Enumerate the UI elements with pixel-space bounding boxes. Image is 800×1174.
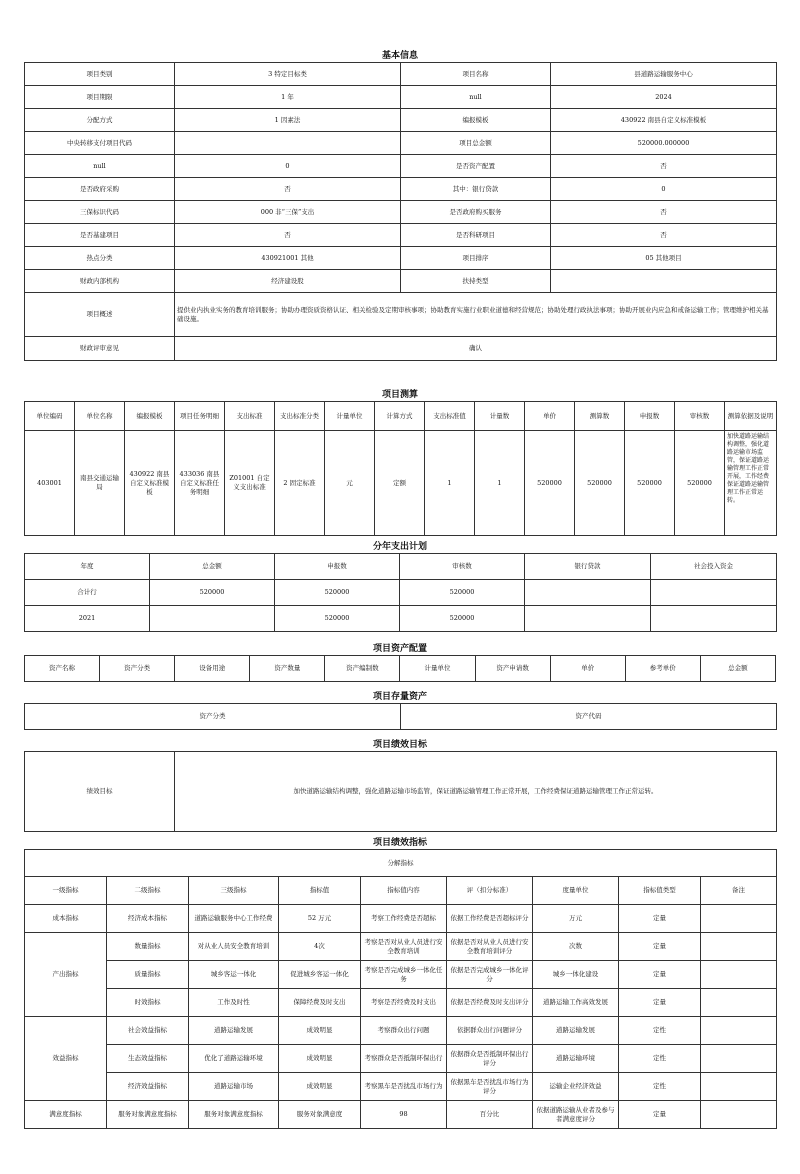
calc-header: 支出标准分类 — [275, 402, 325, 431]
calc-header: 测算依据及说明 — [725, 402, 777, 431]
basic-row — [25, 86, 777, 109]
basic-value: 1 因素法 — [175, 109, 401, 132]
asset-header: 设备用途 — [175, 656, 250, 682]
basic-label: 扶持类型 — [401, 270, 551, 293]
indicator-header: 指标值类型 — [619, 877, 701, 905]
indicator-cell: 道路运输工作高效发展 — [533, 989, 619, 1017]
basic-label: 热点分类 — [25, 247, 175, 270]
basic-value: 0 — [551, 178, 777, 201]
basic-label: 项目类别 — [25, 63, 175, 86]
yearly-header: 总金额 — [150, 554, 275, 580]
indicator-cell: 道路运输服务中心工作经费 — [189, 905, 279, 933]
indicator-header: 二级指标 — [107, 877, 189, 905]
section-title-calc: 项目测算 — [381, 390, 418, 400]
yearly-header: 申报数 — [275, 554, 400, 580]
yearly-header: 银行贷款 — [525, 554, 651, 580]
calc-cell: 433036 南县自定义标准任务明细 — [175, 431, 225, 536]
yearly-cell — [651, 580, 777, 606]
yearly-cell — [150, 606, 275, 632]
basic-label: 中央转移支付项目代码 — [25, 132, 175, 155]
basic-value: 430921001 其他 — [175, 247, 401, 270]
indicator-header: 度量单位 — [533, 877, 619, 905]
basic-value — [175, 132, 401, 155]
asset-header: 资产分类 — [100, 656, 175, 682]
calc-header: 单位编码 — [25, 402, 75, 431]
indicator-level1: 产出指标 — [25, 933, 107, 1017]
yearly-cell — [525, 580, 651, 606]
indicator-cell: 98 — [361, 1101, 447, 1129]
yearly-cell: 520000 — [275, 606, 400, 632]
calc-cell: 南县交通运输局 — [75, 431, 125, 536]
asset-header: 资产名称 — [25, 656, 100, 682]
indicator-cell: 定性 — [619, 1017, 701, 1045]
basic-value: 3 特定目标类 — [175, 63, 401, 86]
basic-value: 经济建设股 — [175, 270, 401, 293]
goal-label: 绩效目标 — [25, 752, 175, 832]
indicator-cell: 服务对象满意度 — [279, 1101, 361, 1129]
indicator-cell: 次数 — [533, 933, 619, 961]
indicator-cell: 依据是否对从业人员进行安全教育培训评分 — [447, 933, 533, 961]
indicator-cell: 依据群众出行问题评分 — [447, 1017, 533, 1045]
indicator-cell — [701, 1045, 777, 1073]
indicator-top-header: 分解指标 — [25, 850, 777, 877]
indicator-header: 备注 — [701, 877, 777, 905]
yearly-cell: 520000 — [275, 580, 400, 606]
indicator-cell — [701, 1101, 777, 1129]
indicator-cell: 服务对象满意度指标 — [107, 1101, 189, 1129]
indicator-cell — [701, 933, 777, 961]
indicator-row — [25, 1045, 777, 1073]
indicator-cell — [701, 905, 777, 933]
basic-row — [25, 224, 777, 247]
basic-label: null — [25, 155, 175, 178]
calc-cell: 520000 — [625, 431, 675, 536]
calc-header: 单位名称 — [75, 402, 125, 431]
indicator-cell: 生态效益指标 — [107, 1045, 189, 1073]
indicator-cell: 社会效益指标 — [107, 1017, 189, 1045]
calc-header: 测算数 — [575, 402, 625, 431]
basic-value: 430922 南县自定义标准模板 — [551, 109, 777, 132]
basic-value: 520000.000000 — [551, 132, 777, 155]
basic-label: 项目期限 — [25, 86, 175, 109]
yearly-header: 年度 — [25, 554, 150, 580]
overview-text: 提供业内执业实务的教育培训服务；协助办理资质资格认证、相关检验及定期审核事项；协助教育实施行业职业道德和经营规范；协助处理行政执法事项；协助开展业内应急和戒备运输工作；管理维护相关基础设施。 — [175, 293, 777, 337]
indicator-cell: 时效指标 — [107, 989, 189, 1017]
indicator-cell: 考察群众是否抵制环保出行 — [361, 1045, 447, 1073]
asset-config-table — [24, 655, 776, 682]
indicator-cell: 4次 — [279, 933, 361, 961]
indicator-cell: 依据黑车是否扰乱市场行为评分 — [447, 1073, 533, 1101]
asset-header: 总金额 — [700, 656, 775, 682]
basic-row — [25, 132, 777, 155]
calc-header: 审核数 — [675, 402, 725, 431]
basic-value: 否 — [551, 155, 777, 178]
calc-cell: 430922 南县自定义标准模板 — [125, 431, 175, 536]
section-title-goal: 项目绩效目标 — [372, 740, 427, 750]
indicator-cell: 定量 — [619, 989, 701, 1017]
indicator-header: 一级指标 — [25, 877, 107, 905]
indicator-cell: 经济效益指标 — [107, 1073, 189, 1101]
basic-label: 是否基建项目 — [25, 224, 175, 247]
basic-value: 1 年 — [175, 86, 401, 109]
indicator-cell — [701, 989, 777, 1017]
indicator-row — [25, 1101, 777, 1129]
indicator-cell: 城乡一体化建设 — [533, 961, 619, 989]
indicator-cell — [701, 1017, 777, 1045]
basic-label: 编报模板 — [401, 109, 551, 132]
indicator-cell: 定量 — [619, 1101, 701, 1129]
calc-cell: 定额 — [375, 431, 425, 536]
indicator-cell: 定性 — [619, 1073, 701, 1101]
indicator-cell: 考察群众出行问题 — [361, 1017, 447, 1045]
indicator-cell: 经济成本指标 — [107, 905, 189, 933]
basic-value: 县道路运输服务中心 — [551, 63, 777, 86]
basic-info-table — [24, 62, 777, 361]
basic-label: null — [401, 86, 551, 109]
indicator-cell: 考察是否经费及时支出 — [361, 989, 447, 1017]
basic-label: 其中：银行贷款 — [401, 178, 551, 201]
calc-cell: 520000 — [575, 431, 625, 536]
section-title-indicators: 项目绩效指标 — [372, 838, 427, 848]
indicator-cell: 成效明显 — [279, 1045, 361, 1073]
basic-value: 000 非“三保”支出 — [175, 201, 401, 224]
table-row — [25, 580, 777, 606]
indicator-cell — [701, 1073, 777, 1101]
indicator-cell: 道路运输市场 — [189, 1073, 279, 1101]
indicator-header: 三级指标 — [189, 877, 279, 905]
section-title-assets: 项目资产配置 — [372, 644, 427, 654]
goal-text: 加快道路运输结构调整，强化道路运输市场监管，保证道路运输管理工作正常开展，工作经费保证道路运输管理工作正常运转。 — [175, 752, 777, 832]
basic-label: 项目总金额 — [401, 132, 551, 155]
indicator-cell: 万元 — [533, 905, 619, 933]
yearly-cell: 520000 — [400, 580, 525, 606]
asset-header: 资产编制数 — [325, 656, 400, 682]
basic-label: 是否政府采购 — [25, 178, 175, 201]
yearly-header: 审核数 — [400, 554, 525, 580]
basic-label: 是否资产配置 — [401, 155, 551, 178]
basic-value: 否 — [551, 201, 777, 224]
calc-header: 编报模板 — [125, 402, 175, 431]
stock-asset-table — [24, 703, 777, 730]
asset-header: 单价 — [550, 656, 625, 682]
indicator-cell: 百分比 — [447, 1101, 533, 1129]
calc-cell: 1 — [425, 431, 475, 536]
asset-header: 参考单价 — [625, 656, 700, 682]
indicator-cell: 定量 — [619, 961, 701, 989]
indicator-cell: 定量 — [619, 905, 701, 933]
opinion-label: 财政评审意见 — [25, 337, 175, 361]
basic-row — [25, 178, 777, 201]
indicator-cell: 运输企业经济效益 — [533, 1073, 619, 1101]
basic-value: 0 — [175, 155, 401, 178]
indicator-cell: 道路运输环境 — [533, 1045, 619, 1073]
basic-value: 2024 — [551, 86, 777, 109]
calc-header: 单价 — [525, 402, 575, 431]
indicator-cell: 道路运输发展 — [533, 1017, 619, 1045]
calc-table — [24, 401, 777, 536]
indicator-row — [25, 961, 777, 989]
indicator-cell: 52 万元 — [279, 905, 361, 933]
calc-cell: 2 固定标准 — [275, 431, 325, 536]
indicator-cell: 促进城乡客运一体化 — [279, 961, 361, 989]
calc-header: 申报数 — [625, 402, 675, 431]
yearly-cell: 520000 — [150, 580, 275, 606]
indicator-row — [25, 1017, 777, 1045]
section-title-basic: 基本信息 — [381, 51, 418, 61]
indicator-header: 指标值内容 — [361, 877, 447, 905]
calc-cell: 元 — [325, 431, 375, 536]
calc-cell: 403001 — [25, 431, 75, 536]
basic-row — [25, 270, 777, 293]
indicator-cell: 定量 — [619, 933, 701, 961]
calc-header: 计算方式 — [375, 402, 425, 431]
indicator-row — [25, 905, 777, 933]
calc-header: 计量单位 — [325, 402, 375, 431]
basic-value: 05 其他项目 — [551, 247, 777, 270]
indicator-row — [25, 1073, 777, 1101]
indicator-cell: 城乡客运一体化 — [189, 961, 279, 989]
asset-header: 资产数量 — [250, 656, 325, 682]
asset-header: 资产申请数 — [475, 656, 550, 682]
basic-value: 否 — [175, 178, 401, 201]
basic-value — [551, 270, 777, 293]
indicator-level1: 满意度指标 — [25, 1101, 107, 1129]
indicator-cell: 考察黑车是否扰乱市场行为 — [361, 1073, 447, 1101]
stock-header: 资产代码 — [401, 704, 777, 730]
section-title-stock: 项目存量资产 — [372, 692, 427, 702]
indicator-cell: 依据是否经费及时支出评分 — [447, 989, 533, 1017]
calc-cell: Z01001 自定义支出标准 — [225, 431, 275, 536]
basic-label: 三保标识代码 — [25, 201, 175, 224]
calc-cell: 520000 — [525, 431, 575, 536]
basic-row — [25, 201, 777, 224]
section-title-yearly: 分年支出计划 — [372, 542, 427, 552]
indicator-header: 评（扣分标准） — [447, 877, 533, 905]
indicator-cell: 优化了道路运输环境 — [189, 1045, 279, 1073]
basic-label: 分配方式 — [25, 109, 175, 132]
opinion-value: 确认 — [175, 337, 777, 361]
basic-row — [25, 109, 777, 132]
indicator-row — [25, 989, 777, 1017]
asset-header: 计量单位 — [400, 656, 475, 682]
indicator-cell: 依据是否完成城乡一体化评分 — [447, 961, 533, 989]
indicator-cell: 考察是否对从业人员进行安全教育培训 — [361, 933, 447, 961]
indicator-cell: 考察工作经费是否超标 — [361, 905, 447, 933]
calc-header: 支出标准值 — [425, 402, 475, 431]
yearly-header: 社会投入资金 — [651, 554, 777, 580]
indicator-level1: 成本指标 — [25, 905, 107, 933]
indicator-cell: 考察是否完成城乡一体化任务 — [361, 961, 447, 989]
indicator-cell: 质量指标 — [107, 961, 189, 989]
indicator-cell: 依据道路运输从业者及参与者满意度评分 — [533, 1101, 619, 1129]
basic-value: 否 — [175, 224, 401, 247]
calc-cell: 加快道路运输结构调整，强化道路运输市场监管，保证道路运输管理工作正常开展，工作经费保证道路运输管理工作正常运转。 — [725, 431, 777, 536]
calc-cell: 520000 — [675, 431, 725, 536]
indicator-cell: 道路运输发展 — [189, 1017, 279, 1045]
indicator-cell: 对从业人员安全教育培训 — [189, 933, 279, 961]
indicator-table — [24, 849, 777, 1129]
basic-value: 否 — [551, 224, 777, 247]
indicator-cell: 成效明显 — [279, 1073, 361, 1101]
indicator-row — [25, 933, 777, 961]
calc-cell: 1 — [475, 431, 525, 536]
goal-table — [24, 751, 777, 832]
indicator-cell: 工作及时性 — [189, 989, 279, 1017]
basic-label: 财政内部机构 — [25, 270, 175, 293]
indicator-cell: 服务对象满意度指标 — [189, 1101, 279, 1129]
indicator-cell — [701, 961, 777, 989]
yearly-cell — [525, 606, 651, 632]
calc-header: 支出标准 — [225, 402, 275, 431]
yearly-cell: 520000 — [400, 606, 525, 632]
indicator-cell: 依据工作经费是否超标评分 — [447, 905, 533, 933]
basic-row — [25, 155, 777, 178]
yearly-cell — [651, 606, 777, 632]
table-row — [25, 606, 777, 632]
basic-label: 是否政府购买服务 — [401, 201, 551, 224]
yearly-plan-table — [24, 553, 777, 632]
indicator-cell: 依据群众是否抵制环保出行评分 — [447, 1045, 533, 1073]
basic-label: 是否科研项目 — [401, 224, 551, 247]
yearly-cell: 2021 — [25, 606, 150, 632]
basic-label: 项目名称 — [401, 63, 551, 86]
basic-row — [25, 63, 777, 86]
stock-header: 资产分类 — [25, 704, 401, 730]
indicator-cell: 定性 — [619, 1045, 701, 1073]
calc-header: 项目任务明细 — [175, 402, 225, 431]
basic-label: 项目排序 — [401, 247, 551, 270]
indicator-cell: 数量指标 — [107, 933, 189, 961]
basic-row — [25, 247, 777, 270]
indicator-cell: 成效明显 — [279, 1017, 361, 1045]
indicator-cell: 保障经费及时支出 — [279, 989, 361, 1017]
overview-label: 项目概述 — [25, 293, 175, 337]
indicator-header: 指标值 — [279, 877, 361, 905]
yearly-cell: 合计行 — [25, 580, 150, 606]
indicator-level1: 效益指标 — [25, 1017, 107, 1101]
calc-header: 计量数 — [475, 402, 525, 431]
